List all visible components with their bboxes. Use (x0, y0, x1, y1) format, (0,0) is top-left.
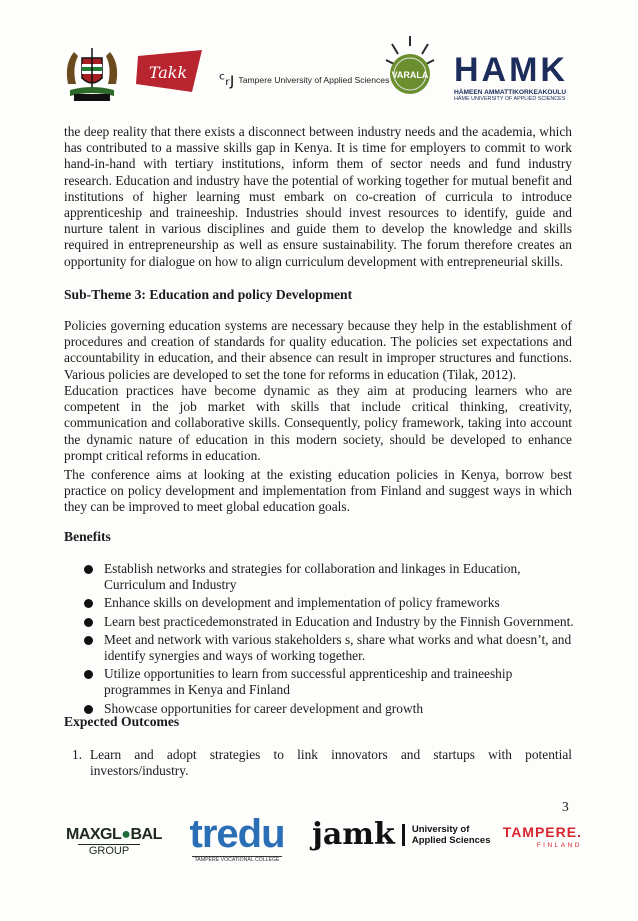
outcome-item (72, 747, 572, 779)
benefits-heading: Benefits (64, 529, 111, 544)
conference-paragraph: The conference aims at looking at the existing education policies in Kenya, borrow best practice on policy development and implementation from Finland and suggest ways in which they can be improved to meet global education goals. (64, 467, 572, 515)
benefit-item: Utilize opportunities to learn from successful apprenticeship and traineeship programmes in Kenya and Finland (88, 666, 574, 698)
hamk-subtitle-en: HÄME UNIVERSITY OF APPLIED SCIENCES (454, 96, 566, 102)
policy-paragraph-1: Policies governing education systems are necessary because they help in the establishment of procedures and creation of standards for quality education. The policies set expectations and accountability in education, and their absence can result in improper structures and functions. Various policies are developed to set the tone for reforms in education (Tilak, 2012). (64, 318, 572, 382)
maxglobal-logo (66, 826, 162, 857)
benefit-item: Meet and network with various stakeholders s, share what works and what doesn’t, and identify synergies and ways of working together. (88, 632, 574, 664)
policy-paragraph-2: Education practices have become dynamic as they aim at producing learners who are competent in the job market with skills that include critical thinking, creativity, communication and collaborative skills. Consequently, policy framework, taking into account the dynamic nature of education in this modern society, should be developed to enhance prompt critical reforms in education. (64, 383, 572, 463)
globe-icon: ● (121, 826, 131, 843)
hamk-subtitle-fi: HÄMEEN AMMATTIKORKEAKOULU (454, 89, 567, 96)
page-number: 3 (562, 799, 569, 814)
hamk-wordmark: HAMK (454, 51, 568, 89)
maxglobal-text-3: GROUP (78, 844, 140, 857)
tredu-subtitle: TAMPERE VOCATIONAL COLLEGE (192, 856, 282, 863)
outcome-number: 1. (72, 747, 83, 762)
intro-paragraph: the deep reality that there exists a disconnect between industry needs and the academia, which has contributed to a massive skills gap in Kenya. It is time for employers to commit to work hand-in-hand with tertiary institutions, inform them of sector needs and fund industry research. Education and industry have the potential of working together for mutual benefit and institutions of higher learning must embark on co-creation of curricula to introduce apprenticeship and traineeship. Industries should invest resources to identify, guide and nurture talent in various disciplines and guide them to develop the knowledge and skills required in entrepreneurship as well as ensure sustainability. The forum therefore creates an opportunity for dialogue on how to align curriculum development with entrepreneurial skills. (64, 124, 572, 269)
varala-logo (384, 34, 436, 104)
takk-logo (134, 48, 206, 98)
tampere-wordmark: TAMPERE. (502, 824, 582, 840)
takk-logo-text: Takk (148, 63, 188, 82)
jamk-sub-2: Applied Sciences (411, 835, 491, 846)
outcomes-list (72, 747, 572, 779)
finland-wordmark: FINLAND (536, 842, 582, 849)
header-logos (0, 30, 638, 110)
outcomes-heading: Expected Outcomes (64, 714, 180, 729)
benefit-item: Establish networks and strategies for collaboration and linkages in Education, Curriculum and Industry (88, 561, 574, 593)
maxglobal-text-1: MAXGL (66, 826, 122, 843)
subtheme-heading: Sub-Theme 3: Education and policy Development (64, 287, 353, 302)
tampere-uas-logo (219, 70, 389, 90)
outcome-text: Learn and adopt strategies to link innovators and startups with potential investors/industry. (90, 747, 572, 779)
footer-logos (0, 812, 638, 882)
hamk-logo (454, 51, 578, 102)
jamk-logo (312, 818, 491, 852)
benefit-item: Enhance skills on development and implementation of policy frameworks (88, 595, 574, 611)
tredu-logo (182, 812, 292, 863)
jamk-divider (402, 824, 405, 846)
benefit-item: Learn best practicedemonstrated in Education and Industry by the Finnish Government. (88, 614, 574, 630)
jamk-wordmark: jamk (312, 817, 395, 852)
tampere-swirl-icon: ᶜᵣȷ (219, 70, 235, 90)
tredu-wordmark: tredu (189, 812, 285, 856)
tampere-uas-text: Tampere University of Applied Sciences (238, 75, 390, 85)
varala-logo-text: VARALA (391, 70, 429, 80)
maxglobal-text-2: BAL (130, 826, 162, 843)
benefit-item: Showcase opportunities for career development and growth (88, 701, 574, 717)
jamk-sub-1: University of (411, 824, 470, 835)
benefits-list (88, 561, 574, 719)
tampere-finland-logo (492, 824, 582, 849)
kenya-coat-of-arms-logo (60, 44, 124, 104)
